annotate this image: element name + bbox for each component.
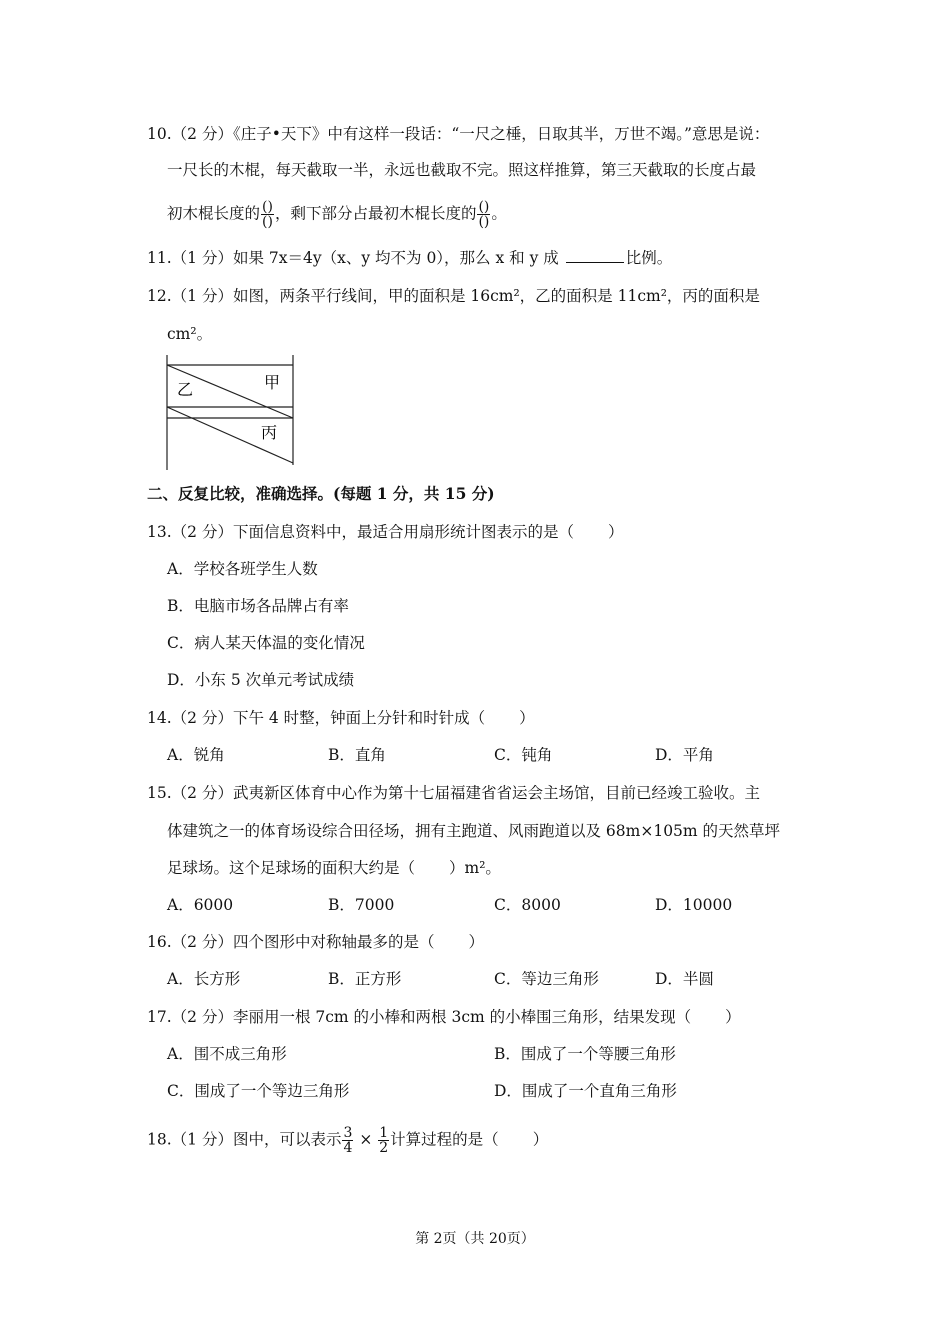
- q15-option-d[interactable]: D．10000: [655, 896, 733, 914]
- q11-text-a: 11.（1 分）如果 7x＝4y（x、y 均不为 0），那么 x 和 y 成: [147, 249, 559, 267]
- q12-parallel-lines-figure: [160, 355, 300, 475]
- q17-option-d[interactable]: D．围成了一个直角三角形: [494, 1082, 677, 1100]
- q13-option-d[interactable]: D．小东 5 次单元考试成绩: [167, 671, 355, 689]
- q15-line3: [167, 858, 501, 878]
- q13-option-c[interactable]: C．病人某天体温的变化情况: [167, 634, 365, 652]
- q18-close: ）: [532, 1130, 549, 1149]
- q14-option-b[interactable]: B．直角: [328, 746, 386, 764]
- q18-times: ×: [359, 1130, 373, 1149]
- q16-option-a[interactable]: A．长方形: [167, 970, 241, 988]
- q11-answer-blank[interactable]: [566, 248, 624, 263]
- q18-stem: [147, 1126, 548, 1155]
- q13-close: ）: [607, 523, 624, 541]
- page-footer: 第 2页（共 20页）: [415, 1231, 535, 1247]
- q12-line1: 12.（1 分）如图，两条平行线间，甲的面积是 16cm²，乙的面积是 11cm²，丙的面积是: [147, 287, 760, 305]
- q16-stem-text: 16.（2 分）四个图形中对称轴最多的是（: [147, 933, 435, 951]
- q10-fraction-2: [477, 200, 490, 229]
- q10-text-b: ，剩下部分占最初木棍长度的: [274, 204, 477, 223]
- q16-option-c[interactable]: C．等边三角形: [494, 970, 599, 988]
- q15-text-b: ）m²。: [449, 859, 501, 877]
- q10-text-a: 初木棍长度的: [167, 204, 261, 223]
- q17-stem: [147, 1007, 741, 1027]
- q18-text-a: 18.（1 分）图中，可以表示: [147, 1130, 342, 1149]
- q13-stem-text: 13.（2 分）下面信息资料中，最适合用扇形统计图表示的是（: [147, 523, 574, 541]
- q10-line1: 10.（2 分）《庄子•天下》中有这样一段话：“一尺之棰，日取其半，万世不竭。”意思是说：: [147, 125, 770, 143]
- q15-text-a: 足球场。这个足球场的面积大约是（: [167, 859, 416, 877]
- q17-option-b[interactable]: B．围成了一个等腰三角形: [494, 1045, 676, 1063]
- q17-option-a[interactable]: A．围不成三角形: [167, 1045, 287, 1063]
- q10-line3: [167, 200, 507, 229]
- q12-line2: cm²。: [167, 325, 213, 343]
- q14-option-a[interactable]: A．锐角: [167, 746, 225, 764]
- q16-stem: [147, 932, 484, 952]
- q17-stem-text: 17.（2 分）李丽用一根 7cm 的小棒和两根 3cm 的小棒围三角形，结果发现（: [147, 1008, 692, 1026]
- q17-option-c[interactable]: C．围成了一个等边三角形: [167, 1082, 350, 1100]
- q11-line: [147, 248, 672, 268]
- q10-frac1-den: (): [262, 214, 273, 230]
- q10-line2: 一尺长的木棍，每天截取一半，永远也截取不完。照这样推算，第三天截取的长度占最: [167, 161, 757, 179]
- fig-label-bing: 丙: [261, 423, 278, 442]
- q13-stem: [147, 522, 623, 542]
- q18-f2-den: 2: [379, 1140, 389, 1156]
- q18-fraction-3-4: [342, 1126, 353, 1155]
- q18-fraction-1-2: [378, 1126, 389, 1155]
- q13-option-a[interactable]: A．学校各班学生人数: [167, 560, 318, 578]
- q10-frac1-num: (): [262, 199, 273, 215]
- q18-f1-num: 3: [343, 1125, 353, 1141]
- q18-f1-den: 4: [343, 1140, 353, 1156]
- q14-stem: [147, 708, 535, 728]
- q14-option-d[interactable]: D．平角: [655, 746, 714, 764]
- q10-frac2-den: (): [478, 214, 490, 230]
- q16-close: ）: [468, 933, 484, 951]
- q14-option-c[interactable]: C．钝角: [494, 746, 553, 764]
- section-2-heading: 二、反复比较，准确选择。(每题 1 分，共 15 分): [147, 484, 495, 503]
- q15-option-c[interactable]: C．8000: [494, 896, 561, 914]
- q11-text-b: 比例。: [625, 249, 673, 267]
- q18-text-b: 计算过程的是（: [390, 1130, 499, 1149]
- q13-option-b[interactable]: B．电脑市场各品牌占有率: [167, 597, 349, 615]
- q15-option-a[interactable]: A．6000: [167, 896, 234, 914]
- q14-stem-text: 14.（2 分）下午 4 时整，钟面上分针和时针成（: [147, 709, 486, 727]
- q16-option-d[interactable]: D．半圆: [655, 970, 714, 988]
- q15-line2: 体建筑之一的体育场设综合田径场，拥有主跑道、风雨跑道以及 68m×105m 的天然草坪: [167, 822, 781, 840]
- fig-label-jia: 甲: [264, 373, 281, 392]
- q15-option-b[interactable]: B．7000: [328, 896, 395, 914]
- fig-label-yi: 乙: [177, 380, 194, 399]
- q17-close: ）: [725, 1008, 741, 1026]
- q16-option-b[interactable]: B．正方形: [328, 970, 402, 988]
- q10-frac2-num: (): [478, 199, 490, 215]
- q10-text-c: 。: [491, 204, 507, 223]
- q14-close: ）: [519, 709, 535, 727]
- q15-line1: 15.（2 分）武夷新区体育中心作为第十七届福建省省运会主场馆，目前已经竣工验收。主: [147, 784, 760, 802]
- q18-f2-num: 1: [379, 1125, 389, 1141]
- q10-fraction-1: [261, 200, 274, 229]
